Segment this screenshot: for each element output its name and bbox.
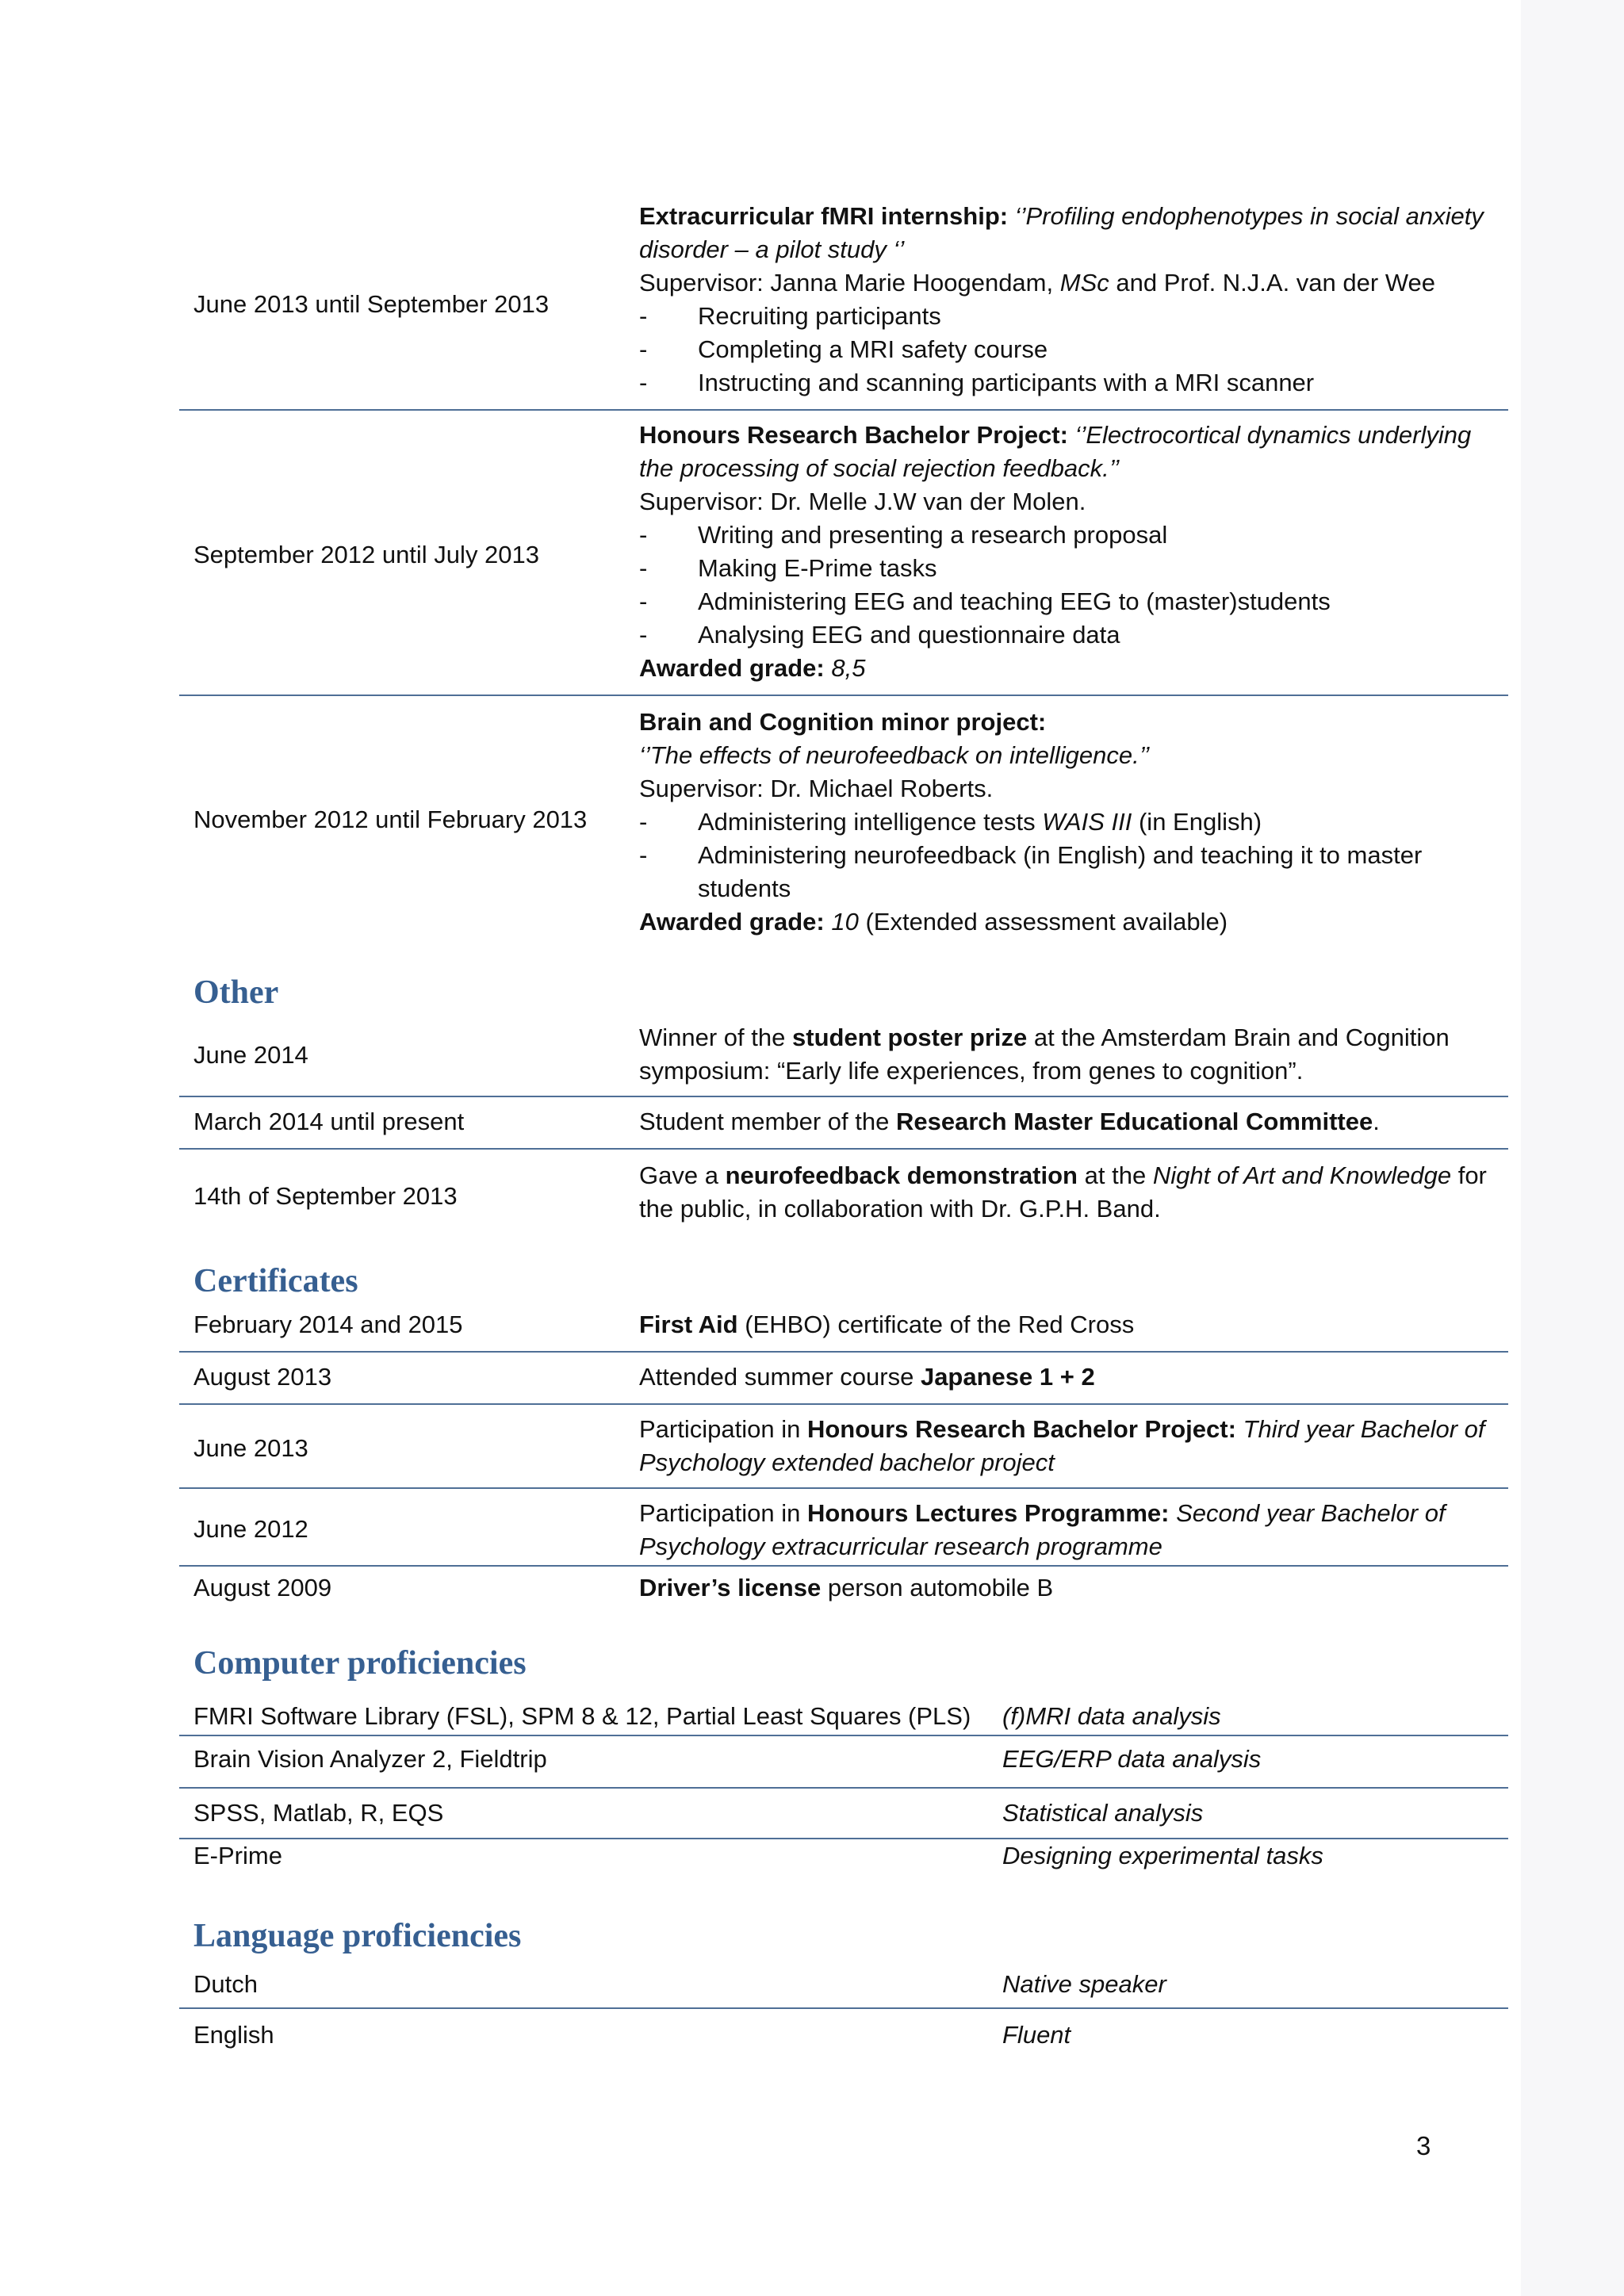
- entry-date: 14th of September 2013: [193, 1182, 458, 1210]
- entry-description: First Aid (EHBO) certificate of the Red Cross: [639, 1311, 1135, 1338]
- bullet-item: - Recruiting participants: [639, 302, 941, 330]
- computer-row: [179, 1839, 1508, 1879]
- entry-title: Extracurricular fMRI internship:: [639, 202, 1009, 230]
- bullet-item: - Administering EEG and teaching EEG to (master)students: [639, 587, 1331, 615]
- entry-supervisor: Supervisor: Dr. Michael Roberts.: [639, 775, 994, 802]
- entry-description: Attended summer course Japanese 1 + 2: [639, 1363, 1095, 1391]
- language-row: [179, 1966, 1508, 2009]
- computer-row: [179, 1736, 1508, 1789]
- entry-description: [639, 419, 1511, 685]
- entry-date: March 2014 until present: [193, 1108, 465, 1135]
- section-heading-other: Other: [193, 974, 279, 1011]
- bullet-item: - Analysing EEG and questionnaire data: [639, 621, 1120, 649]
- entry-date: June 2013: [193, 1434, 308, 1462]
- entry-date: August 2009: [193, 1574, 332, 1601]
- awarded-grade: Awarded grade: 10 (Extended assessment available): [639, 908, 1228, 936]
- entry-date: November 2012 until February 2013: [193, 806, 588, 833]
- skill-name: E-Prime: [193, 1842, 282, 1869]
- bullet-item: - Making E-Prime tasks: [639, 554, 937, 582]
- honours-research-row: [179, 411, 1508, 696]
- entry-description: Driver’s license person automobile B: [639, 1574, 1054, 1601]
- entry-supervisor: Supervisor: Janna Marie Hoogendam, MSc and Prof. N.J.A. van der Wee: [639, 269, 1435, 297]
- certificate-row: [179, 1405, 1508, 1489]
- awarded-grade: Awarded grade: 8,5: [639, 654, 866, 682]
- entry-description: Winner of the student poster prize at the Amsterdam Brain and Cognition symposium: “Early life experiences, from genes to cognition”.: [639, 1024, 1450, 1085]
- section-heading-certificates: Certificates: [193, 1263, 358, 1299]
- language-level: Native speaker: [1002, 1970, 1166, 1998]
- internship-row: [179, 198, 1508, 411]
- language-name: Dutch: [193, 1970, 258, 1998]
- entry-description: Participation in Honours Lectures Programme: Second year Bachelor of Psychology extracurricular research programme: [639, 1499, 1446, 1560]
- bullet-item: - Instructing and scanning participants with a MRI scanner: [639, 369, 1315, 396]
- computer-row: [179, 1700, 1508, 1736]
- entry-subtitle-line2: disorder – a pilot study ‘’: [639, 235, 905, 263]
- entry-supervisor: Supervisor: Dr. Melle J.W van der Molen.: [639, 488, 1086, 515]
- other-row: [179, 1020, 1508, 1097]
- entry-date: June 2012: [193, 1515, 308, 1543]
- certificate-row: [179, 1489, 1508, 1567]
- bullet-item: - Writing and presenting a research proposal: [639, 521, 1168, 549]
- bullet-item: - Administering neurofeedback (in English) and teaching it to master students: [639, 841, 1423, 902]
- language-level: Fluent: [1002, 2021, 1071, 2049]
- language-name: English: [193, 2021, 274, 2049]
- entry-subtitle-line2: the processing of social rejection feedback.’’: [639, 454, 1120, 482]
- entry-subtitle: ‘’The effects of neurofeedback on intelligence.’’: [639, 741, 1150, 769]
- certificate-row: [179, 1353, 1508, 1405]
- entry-date: February 2014 and 2015: [193, 1311, 463, 1338]
- page-number: 3: [1416, 2131, 1431, 2160]
- entry-date: June 2014: [193, 1041, 308, 1069]
- entry-title: Brain and Cognition minor project:: [639, 708, 1047, 736]
- entry-description: Participation in Honours Research Bachelor Project: Third year Bachelor of Psychology extended bachelor project: [639, 1415, 1485, 1476]
- entry-description: Gave a neurofeedback demonstration at the Night of Art and Knowledge for the public, in collaboration with Dr. G.P.H. Band.: [639, 1161, 1487, 1223]
- entry-title: Honours Research Bachelor Project:: [639, 421, 1068, 449]
- section-heading-computer: Computer proficiencies: [193, 1645, 527, 1682]
- minor-project-row: [179, 696, 1508, 950]
- language-row: [179, 2009, 1508, 2053]
- skill-purpose: Statistical analysis: [1002, 1799, 1204, 1827]
- skill-name: FMRI Software Library (FSL), SPM 8 & 12, Partial Least Squares (PLS): [193, 1702, 971, 1730]
- computer-row: [179, 1789, 1508, 1839]
- page-edge-shading: [1521, 0, 1624, 2296]
- entry-description: [639, 706, 1511, 939]
- skill-purpose: (f)MRI data analysis: [1002, 1702, 1221, 1730]
- bullet-item: - Administering intelligence tests WAIS III (in English): [639, 808, 1262, 836]
- other-row: [179, 1150, 1508, 1245]
- entry-date: June 2013 until September 2013: [193, 290, 550, 318]
- entry-subtitle-line1: ‘’Electrocortical dynamics underlying: [1074, 421, 1472, 449]
- other-row: [179, 1097, 1508, 1150]
- skill-purpose: Designing experimental tasks: [1002, 1842, 1323, 1869]
- certificate-row: [179, 1307, 1508, 1353]
- entry-date: September 2012 until July 2013: [193, 541, 540, 568]
- bullet-item: - Completing a MRI safety course: [639, 335, 1048, 363]
- skill-name: SPSS, Matlab, R, EQS: [193, 1799, 444, 1827]
- entry-subtitle-line1: ‘’Profiling endophenotypes in social anxiety: [1014, 202, 1484, 230]
- certificate-row: [179, 1567, 1508, 1611]
- entry-description: Student member of the Research Master Educational Committee.: [639, 1108, 1380, 1135]
- section-heading-language: Language proficiencies: [193, 1918, 522, 1954]
- entry-date: August 2013: [193, 1363, 332, 1391]
- skill-name: Brain Vision Analyzer 2, Fieldtrip: [193, 1745, 547, 1773]
- entry-description: [639, 200, 1511, 400]
- skill-purpose: EEG/ERP data analysis: [1002, 1745, 1262, 1773]
